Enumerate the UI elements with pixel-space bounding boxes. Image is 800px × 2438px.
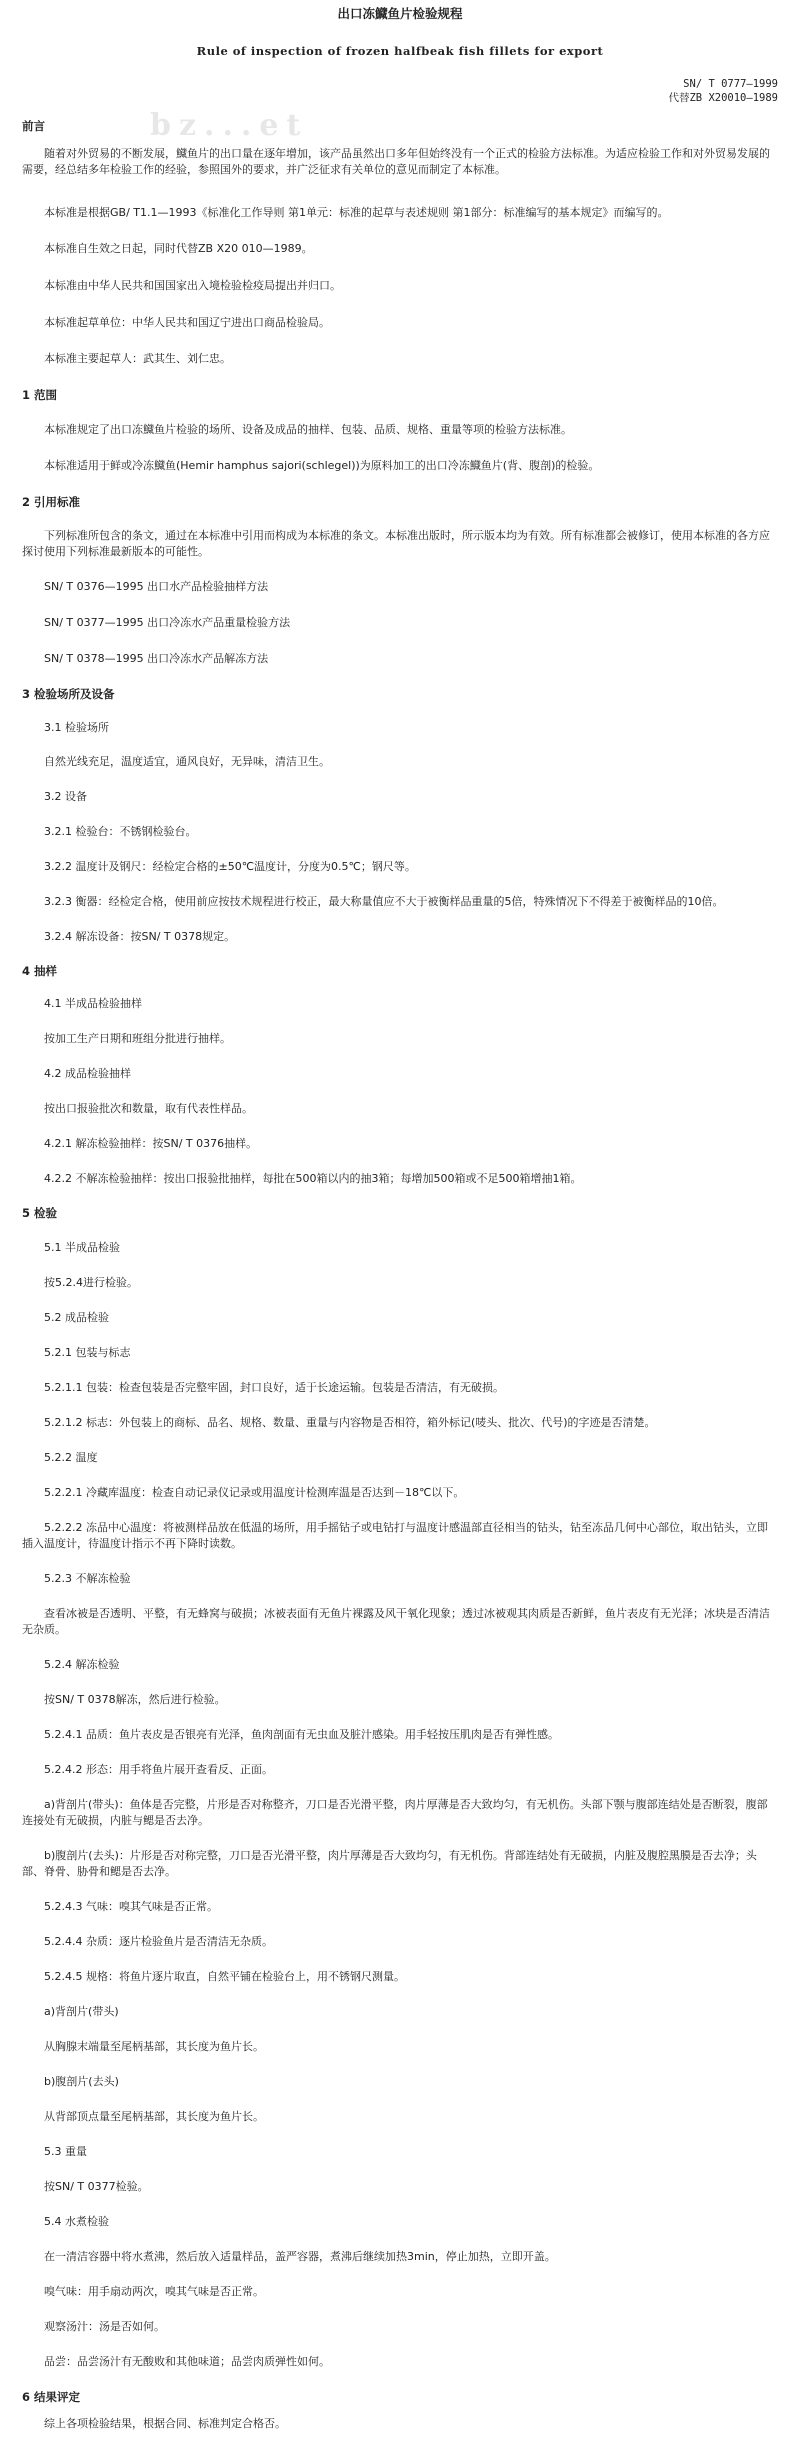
- section-paragraph: 5.2.1.2 标志：外包装上的商标、品名、规格、数量、重量与内容物是否相符，箱外标记(唛头、批次、代号)的字迹是否清楚。: [44, 1416, 656, 1429]
- section-heading-inspection: 5 检验: [22, 1206, 58, 1220]
- foreword-paragraph: 本标准主要起草人：武其生、刘仁忠。: [44, 352, 231, 365]
- section-paragraph: 下列标准所包含的条文，通过在本标准中引用而构成为本标准的条文。本标准出版时，所示版本均为有效。所有标准都会被修订，使用本标准的各方应探讨使用下列标准最新版本的可能性。: [22, 529, 770, 558]
- section-paragraph: 嗅气味：用手扇动两次，嗅其气味是否正常。: [44, 2285, 264, 2298]
- section-paragraph: 按SN/ T 0377检验。: [44, 2180, 149, 2193]
- foreword-paragraph: 本标准起草单位：中华人民共和国辽宁进出口商品检验局。: [44, 316, 330, 329]
- watermark: bz...et: [150, 108, 309, 143]
- subsection-heading: 5.2.3 不解冻检验: [44, 1572, 131, 1585]
- section-paragraph: 按出口报验批次和数量，取有代表性样品。: [44, 1102, 253, 1115]
- subsection-heading: 4.2 成品检验抽样: [44, 1067, 131, 1080]
- section-heading-scope: 1 范围: [22, 388, 58, 402]
- document-title: 出口冻鱵鱼片检验规程: [337, 6, 463, 21]
- section-paragraph: 5.2.4.4 杂质：逐片检验鱼片是否清洁无杂质。: [44, 1935, 273, 1948]
- section-paragraph: 综上各项检验结果，根据合同、标准判定合格否。: [44, 2417, 286, 2430]
- list-item: a)背剖片(带头): [44, 2005, 119, 2018]
- reference-item: SN/ T 0378—1995 出口冷冻水产品解冻方法: [44, 652, 269, 665]
- reference-item: SN/ T 0376—1995 出口水产品检验抽样方法: [44, 580, 269, 593]
- section-paragraph: 5.2.4.3 气味：嗅其气味是否正常。: [44, 1900, 218, 1913]
- foreword-paragraph: 本标准由中华人民共和国国家出入境检验检疫局提出并归口。: [44, 279, 341, 292]
- section-paragraph: 5.2.1.1 包装：检查包装是否完整牢固，封口良好，适于长途运输。包装是否清洁，有无破损。: [44, 1381, 504, 1394]
- section-paragraph: 品尝：品尝汤汁有无酸败和其他味道；品尝肉质弹性如何。: [44, 2355, 330, 2368]
- section-paragraph: a)背剖片(带头)：鱼体是否完整，片形是否对称整齐，刀口是否光滑平整，肉片厚薄是否大致均匀，有无机伤。头部下颚与腹部连结处是否断裂，腹部连接处有无破损，内脏与鳃是否去净。: [22, 1798, 768, 1827]
- section-paragraph: 观察汤汁：汤是否如何。: [44, 2320, 165, 2333]
- section-heading-equipment: 3 检验场所及设备: [22, 687, 115, 701]
- section-paragraph: 按5.2.4进行检验。: [44, 1276, 138, 1289]
- subsection-heading: 5.1 半成品检验: [44, 1241, 120, 1254]
- section-paragraph: 从胸腺末端量至尾柄基部，其长度为鱼片长。: [44, 2040, 264, 2053]
- reference-item: SN/ T 0377—1995 出口冷冻水产品重量检验方法: [44, 616, 291, 629]
- subsection-heading: 3.1 检验场所: [44, 721, 109, 734]
- section-paragraph: 3.2.4 解冻设备：按SN/ T 0378规定。: [44, 930, 236, 943]
- section-paragraph: 4.2.2 不解冻检验抽样：按出口报验批抽样，每批在500箱以内的抽3箱；每增加500箱或不足500箱增抽1箱。: [44, 1172, 582, 1185]
- subsection-heading: 4.1 半成品检验抽样: [44, 997, 142, 1010]
- section-heading-references: 2 引用标准: [22, 495, 81, 509]
- standard-number: SN/ T 0777—1999: [683, 78, 778, 90]
- section-paragraph: 3.2.2 温度计及钢尺：经检定合格的±50℃温度计，分度为0.5℃；钢尺等。: [44, 860, 416, 873]
- section-paragraph: 按SN/ T 0378解冻，然后进行检验。: [44, 1693, 226, 1706]
- subsection-heading: 3.2 设备: [44, 790, 87, 803]
- section-paragraph: 5.2.4.5 规格：将鱼片逐片取直，自然平铺在检验台上，用不锈钢尺测量。: [44, 1970, 405, 1983]
- document-subtitle: Rule of inspection of frozen halfbeak fish fillets for export: [196, 44, 604, 58]
- section-paragraph: 自然光线充足，温度适宜，通风良好，无异味，清洁卫生。: [44, 755, 330, 768]
- subsection-heading: 5.2 成品检验: [44, 1311, 109, 1324]
- section-paragraph: 本标准规定了出口冻鱵鱼片检验的场所、设备及成品的抽样、包装、品质、规格、重量等项的检验方法标准。: [44, 423, 572, 436]
- section-paragraph: 在一清洁容器中将水煮沸，然后放入适量样品，盖严容器，煮沸后继续加热3min，停止加热，立即开盖。: [44, 2250, 556, 2263]
- section-paragraph: 4.2.1 解冻检验抽样：按SN/ T 0376抽样。: [44, 1137, 258, 1150]
- subsection-heading: 5.3 重量: [44, 2145, 87, 2158]
- section-paragraph: 查看冰被是否透明、平整，有无蜂窝与破损；冰被表面有无鱼片裸露及风干氧化现象；透过冰被观其肉质是否新鲜，鱼片表皮有无光泽；冰块是否清洁无杂质。: [22, 1607, 770, 1636]
- section-paragraph: 3.2.3 衡器：经检定合格，使用前应按技术规程进行校正，最大称量值应不大于被衡样品重量的5倍，特殊情况下不得差于被衡样品的10倍。: [44, 895, 724, 908]
- section-paragraph: 5.2.4.2 形态：用手将鱼片展开查看反、正面。: [44, 1763, 273, 1776]
- section-paragraph: 5.2.2.1 冷藏库温度：检查自动记录仪记录或用温度计检测库温是否达到－18℃以下。: [44, 1486, 465, 1499]
- section-heading-result: 6 结果评定: [22, 2390, 81, 2404]
- section-paragraph: 从背部顶点量至尾柄基部，其长度为鱼片长。: [44, 2110, 264, 2123]
- standard-codes: [22, 77, 778, 105]
- section-paragraph: 3.2.1 检验台：不锈钢检验台。: [44, 825, 197, 838]
- foreword-paragraph: 随着对外贸易的不断发展，鱵鱼片的出口量在逐年增加，该产品虽然出口多年但始终没有一个正式的检验方法标准。为适应检验工作和对外贸易发展的需要，经总结多年检验工作的经验，参照国外的要求，并广泛征求有关单位的意见而制定了本标准。: [22, 147, 770, 176]
- foreword-paragraph: 本标准自生效之日起，同时代替ZB X20 010—1989。: [44, 242, 313, 255]
- subsection-heading: 5.2.2 温度: [44, 1451, 98, 1464]
- section-paragraph: 按加工生产日期和班组分批进行抽样。: [44, 1032, 231, 1045]
- subsection-heading: 5.2.1 包装与标志: [44, 1346, 131, 1359]
- subsection-heading: 5.2.4 解冻检验: [44, 1658, 120, 1671]
- replaces-standard: 代替ZB X20010—1989: [668, 92, 778, 104]
- list-item: b)腹剖片(去头): [44, 2075, 119, 2088]
- section-heading-sampling: 4 抽样: [22, 964, 58, 978]
- foreword-heading: 前言: [22, 119, 45, 133]
- section-paragraph: 本标准适用于鲜或冷冻鱵鱼(Hemir hamphus sajori(schlegel))为原料加工的出口冷冻鱵鱼片(背、腹剖)的检验。: [44, 459, 600, 472]
- section-paragraph: b)腹剖片(去头)：片形是否对称完整，刀口是否光滑平整，肉片厚薄是否大致均匀，有无机伤。背部连结处有无破损，内脏及腹腔黑膜是否去净；头部、脊骨、胁骨和鳃是否去净。: [22, 1849, 757, 1878]
- section-paragraph: 5.2.2.2 冻品中心温度：将被测样品放在低温的场所，用手摇钻子或电钻打与温度计感温部直径相当的钻头，钻至冻品几何中心部位，取出钻头，立即插入温度计，待温度计指示不再下降时读数。: [22, 1521, 768, 1550]
- foreword-paragraph: 本标准是根据GB/ T1.1—1993《标准化工作导则 第1单元：标准的起草与表述规则 第1部分：标准编写的基本规定》而编写的。: [44, 206, 669, 219]
- section-paragraph: 5.2.4.1 品质：鱼片表皮是否银亮有光泽，鱼肉剖面有无虫血及脏汁感染。用手轻按压肌肉是否有弹性感。: [44, 1728, 559, 1741]
- subsection-heading: 5.4 水煮检验: [44, 2215, 109, 2228]
